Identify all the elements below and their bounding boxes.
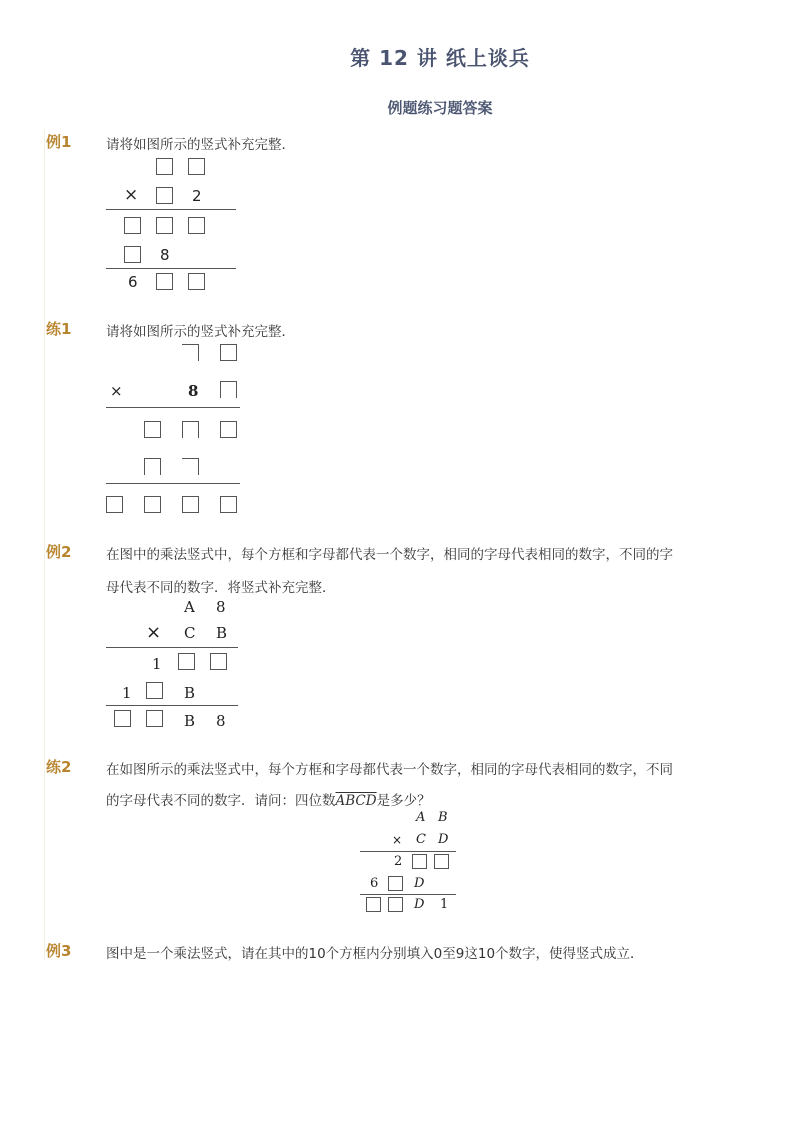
vertical-multiplication-figure [106, 155, 246, 295]
letter: A [184, 598, 195, 616]
answer-box [144, 458, 161, 475]
problem-text: 请将如图所示的竖式补充完整． [106, 324, 295, 340]
page-title: 第 12 讲 纸上谈兵 [350, 46, 530, 70]
problem-label: 例2 [46, 543, 72, 561]
answer-box [182, 421, 199, 438]
answer-box [156, 187, 173, 204]
rule-line [360, 894, 456, 895]
answer-box [220, 496, 237, 513]
vertical-multiplication-figure [106, 596, 246, 736]
digit: 1 [440, 897, 449, 912]
problem-text: 图中是一个乘法竖式，请在其中的10个方框内分别填入0至9这10个数字，使得竖式成立． [106, 946, 644, 962]
rule-line [106, 647, 238, 648]
answer-box [156, 158, 173, 175]
problem-text-line2: 母代表不同的数字．将竖式补充完整． [106, 580, 336, 596]
letter: C [416, 832, 426, 847]
digit: 1 [122, 684, 132, 702]
answer-box [388, 897, 403, 912]
answer-box [144, 421, 161, 438]
letter: D [414, 897, 425, 912]
answer-box [106, 496, 123, 513]
letter: D [414, 876, 425, 891]
digit: 2 [394, 854, 403, 869]
margin-rule [44, 130, 45, 960]
rule-line [106, 268, 236, 269]
problem-text-part: 是多少？ [376, 793, 431, 809]
answer-box [366, 897, 381, 912]
digit: 1 [152, 655, 162, 673]
letter: B [184, 712, 196, 730]
answer-box [210, 653, 227, 670]
letter: B [216, 624, 228, 642]
answer-box [388, 876, 403, 891]
problem-label: 例1 [46, 133, 72, 151]
digit: 6 [370, 876, 379, 891]
letter: D [438, 832, 449, 847]
page-subtitle: 例题练习题答案 [387, 99, 493, 117]
digit: 8 [160, 246, 170, 264]
answer-box [156, 217, 173, 234]
rule-line [106, 705, 238, 706]
answer-box [188, 273, 205, 290]
times-sign: × [146, 622, 162, 643]
vertical-multiplication-figure [360, 808, 460, 918]
answer-box [434, 854, 449, 869]
answer-box [188, 158, 205, 175]
answer-box [182, 458, 199, 475]
letter: A [416, 810, 426, 825]
problem-text-line1: 在图中的乘法竖式中，每个方框和字母都代表一个数字，相同的字母代表相同的数字，不同的字 [106, 547, 673, 563]
answer-box [182, 496, 199, 513]
rule-line [106, 407, 240, 408]
problem-text-line1: 在如图所示的乘法竖式中，每个方框和字母都代表一个数字，相同的字母代表相同的数字，不同 [106, 762, 673, 778]
vertical-multiplication-figure [106, 340, 246, 520]
times-sign: × [110, 382, 123, 400]
answer-box [188, 217, 205, 234]
letter: B [438, 810, 448, 825]
problem-text-part: 的字母代表不同的数字．请问：四位数 [106, 793, 336, 809]
answer-box [220, 344, 237, 361]
problem-text-line2 [106, 789, 746, 809]
digit: 8 [188, 382, 199, 400]
times-sign: × [124, 185, 139, 205]
problem-label: 练2 [46, 758, 72, 776]
answer-box [156, 273, 173, 290]
digit: 2 [192, 187, 202, 205]
digit: 8 [216, 598, 226, 616]
rule-line [106, 483, 240, 484]
answer-box [412, 854, 427, 869]
overlined-number: ABCD [335, 793, 377, 809]
rule-line [360, 851, 456, 852]
answer-box [124, 246, 141, 263]
answer-box [146, 710, 163, 727]
times-sign: × [392, 833, 403, 847]
digit: 8 [216, 712, 226, 730]
answer-box [114, 710, 131, 727]
answer-box [220, 421, 237, 438]
answer-box [178, 653, 195, 670]
rule-line [106, 209, 236, 210]
digit: 6 [128, 273, 138, 291]
answer-box [182, 344, 199, 361]
answer-box [220, 381, 237, 398]
answer-box [146, 682, 163, 699]
problem-text: 请将如图所示的竖式补充完整． [106, 137, 295, 153]
problem-label: 例3 [46, 942, 72, 960]
letter: B [184, 684, 196, 702]
answer-box [144, 496, 161, 513]
letter: C [184, 624, 196, 642]
answer-box [124, 217, 141, 234]
problem-label: 练1 [46, 320, 72, 338]
